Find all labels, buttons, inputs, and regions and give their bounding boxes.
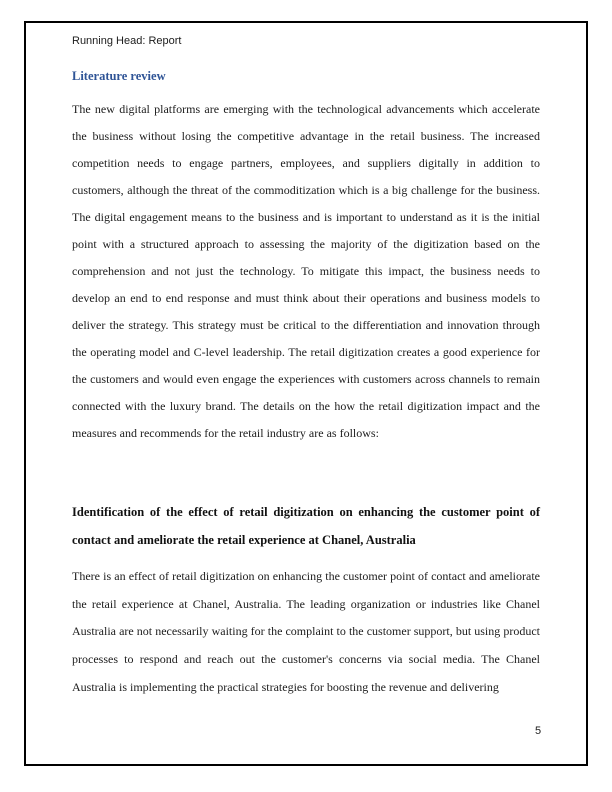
section-heading-literature-review: Literature review [72,69,166,83]
sub-heading-identification: Identification of the effect of retail digitization on enhancing the customer point of contact and ameliorate the retail experience at Chanel, Australia [72,505,540,547]
body-paragraph-2: There is an effect of retail digitization on enhancing the customer point of contact and ameliorate the retail experience at Chanel, Australia. The leading organization or industries like Chanel Australia are not necessarily waiting for the complaint to the customer support, but using product processes to respond and reach out the customer's concerns via social media. The Chanel Australia is implementing the practical strategies for boosting the revenue and delivering [72,569,540,694]
body-paragraph-1: The new digital platforms are emerging with the technological advancements which accelerate the business without losing the competitive advantage in the retail business. The increased competition needs to engage partners, employees, and suppliers digitally in addition to customers, although the threat of the commoditization which is a big challenge for the business. The digital engagement means to the business and is important to understand as it is the initial point with a structured approach to assessing the majority of the digitization based on the comprehension and not just the technology. To mitigate this impact, the business needs to develop an end to end response and must think about their operations and business models to deliver the strategy. This strategy must be critical to the differentiation and innovation through the operating model and C-level leadership. The retail digitization creates a good experience for the customers and would even engage the experiences with customers across channels to remain connected with the luxury brand. The details on the how the retail digitization impact and the measures and recommends for the retail industry are as follows: [72,102,540,440]
page-number: 5 [535,725,542,737]
running-head: Running Head: Report [72,35,182,47]
